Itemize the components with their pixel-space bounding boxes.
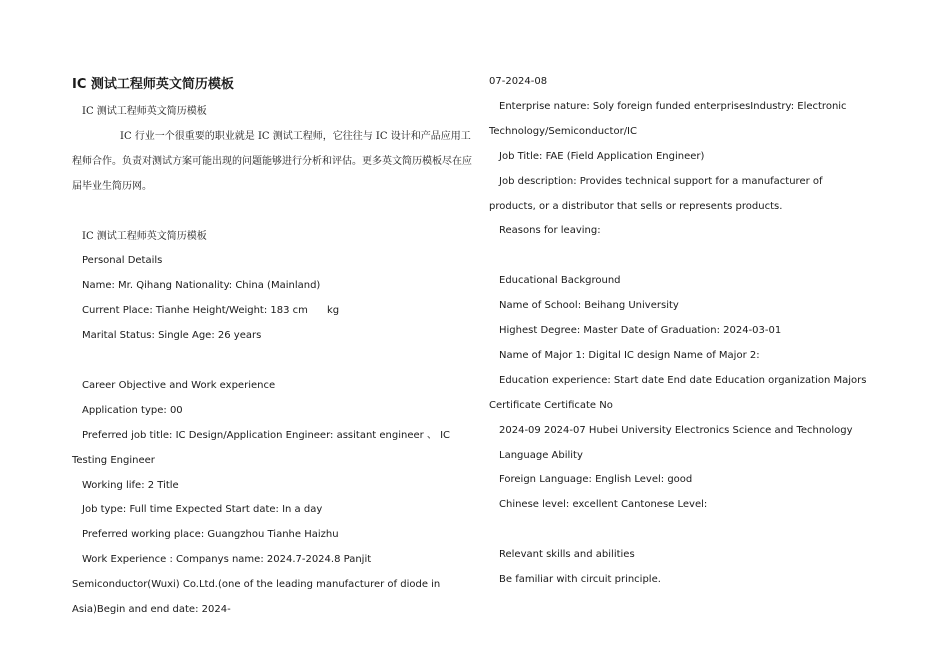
subtitle: IC 测试工程师英文简历模板 [82, 106, 207, 117]
blank-line [72, 200, 472, 225]
school-name: Name of School: Beihang University [499, 300, 679, 312]
intro-paragraph: IC 行业一个很重要的职业就是 IC 测试工程师，它往往与 IC 设计和产品应用工程师合作。负责对测试方案可能出现的问题能够进行分析和评估。更多英文简历模板尽在应届毕业生简历网。 [72, 130, 472, 192]
date-continuation: 07-2024-08 [489, 76, 548, 87]
education-experience: Education experience: Start date End date Education organization Majors Certificate Certificate No [489, 374, 867, 411]
application-type: Application type: 00 [82, 404, 183, 416]
job-type: Job type: Full time Expected Start date: In a day [82, 504, 323, 516]
left-column [72, 70, 472, 623]
career-heading: Career Objective and Work experience [82, 379, 276, 391]
blank-line [489, 518, 869, 543]
education-row: 2024-09 2024-07 Hubei University Electronics Science and Technology [499, 424, 853, 436]
major-name: Name of Major 1: Digital IC design Name of Major 2: [499, 349, 760, 361]
highest-degree: Highest Degree: Master Date of Graduation: 2024-03-01 [499, 325, 782, 337]
skills-heading: Relevant skills and abilities [499, 549, 635, 561]
enterprise-nature: Enterprise nature: Soly foreign funded enterprisesIndustry: Electronic Technology/Semiconductor/IC [489, 100, 847, 137]
right-column [489, 70, 869, 593]
language-heading: Language Ability [499, 449, 583, 461]
preferred-place: Preferred working place: Guangzhou Tianhe Haizhu [82, 529, 339, 541]
working-life: Working life: 2 Title [82, 479, 179, 491]
name-line: Name: Mr. Qihang Nationality: China (Mainland) [82, 280, 321, 292]
education-heading: Educational Background [499, 275, 621, 287]
reasons-for-leaving: Reasons for leaving: [499, 225, 601, 237]
work-experience: Work Experience : Companys name: 2024.7-2024.8 Panjit Semiconductor(Wuxi) Co.Ltd.(one of the leading manufacturer of diode in Asia)Begin and end date: 2024- [72, 554, 441, 616]
marital-line: Marital Status: Single Age: 26 years [82, 330, 262, 342]
blank-line [489, 244, 869, 269]
chinese-level: Chinese level: excellent Cantonese Level: [499, 499, 708, 511]
personal-details-heading: Personal Details [82, 255, 163, 267]
preferred-job-title: Preferred job title: IC Design/Application Engineer: assitant engineer 、 IC Testing Engineer [72, 429, 451, 466]
document-title: IC 测试工程师英文简历模板 [72, 77, 234, 92]
foreign-language: Foreign Language: English Level: good [499, 474, 693, 486]
job-title: Job Title: FAE (Field Application Engineer) [499, 150, 705, 162]
section-title: IC 测试工程师英文简历模板 [82, 230, 207, 242]
blank-line [72, 349, 472, 374]
skill-item: Be familiar with circuit principle. [499, 574, 661, 586]
place-line: Current Place: Tianhe Height/Weight: 183 cm kg [82, 305, 340, 317]
job-description: Job description: Provides technical support for a manufacturer of products, or a distributor that sells or represents products. [489, 175, 823, 212]
